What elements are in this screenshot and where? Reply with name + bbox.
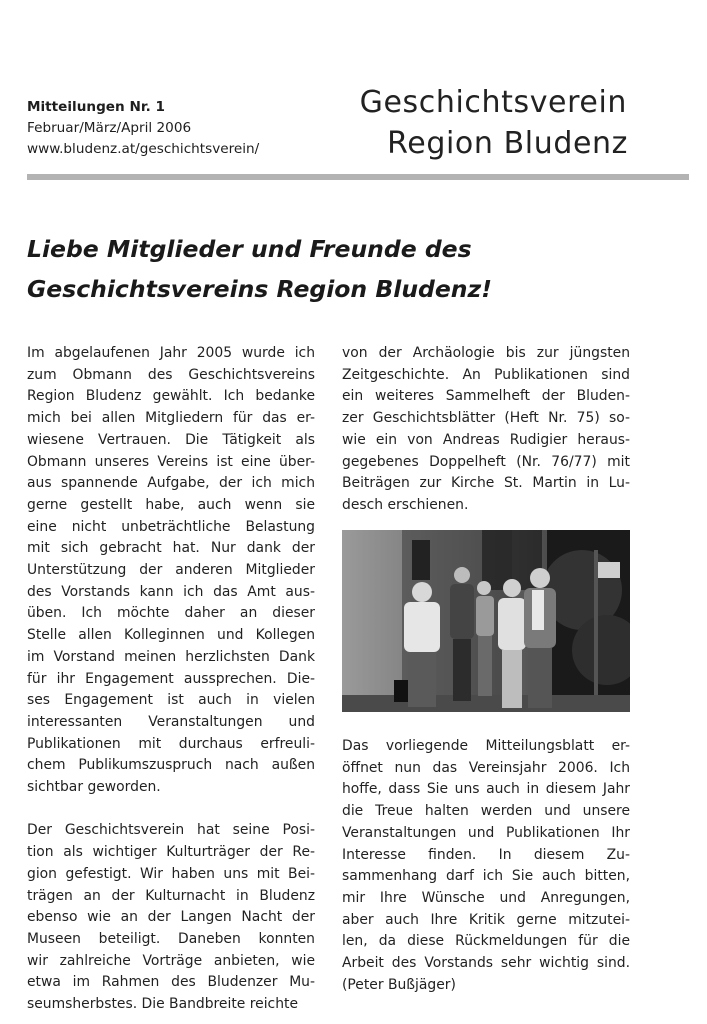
text-line: aus spannende Aufgabe, der ich mich <box>27 475 315 492</box>
issue-period: Februar/März/April 2006 <box>27 120 192 136</box>
text-line: Im abgelaufenen Jahr 2005 wurde ich <box>27 345 315 361</box>
text-line: die Treue halten werden und unsere <box>342 803 630 820</box>
text-line: öffnet nun das Vereinsjahr 2006. Ich <box>342 759 630 776</box>
text-line: Museen beteiligt. Daneben konnten <box>27 930 315 947</box>
text-line: Interesse finden. In diesem Zu- <box>342 846 630 863</box>
text-line: eine nicht unbeträchtliche Belastung <box>27 518 315 535</box>
text-line: Publikationen mit durchaus erfreuli- <box>27 735 315 752</box>
paragraph <box>27 820 315 1015</box>
text-line: des Vorstands kann ich das Amt aus- <box>27 583 315 600</box>
text-line: Veranstaltungen und Publikationen Ihr <box>342 824 630 841</box>
text-line: etwa im Rahmen des Bludenzer Mu- <box>27 974 315 991</box>
text-line: interessanten Veranstaltungen und <box>27 713 315 730</box>
text-line: mich bei allen Mitgliedern für das er- <box>27 410 315 427</box>
issue-number: Mitteilungen Nr. 1 <box>27 99 165 115</box>
issue-info <box>27 97 287 160</box>
text-line: Unterstützung der anderen Mitglieder <box>27 562 315 579</box>
text-line: (Peter Bußjäger) <box>342 976 456 993</box>
text-line: wir zahlreiche Vorträge anbieten, wie <box>27 952 315 969</box>
text-line: len, da diese Rückmeldungen für die <box>342 933 630 950</box>
text-line: Stelle allen Kolleginnen und Kollegen <box>27 627 315 644</box>
text-line: ebenso wie an der Langen Nacht der <box>27 909 315 926</box>
text-line: Das vorliegende Mitteilungsblatt er- <box>342 738 630 754</box>
text-line: Region Bludenz gewählt. Ich bedanke <box>27 388 315 405</box>
text-line: hoffe, dass Sie uns auch in diesem Jahr <box>342 781 630 798</box>
text-line: wiesene Vertrauen. Die Tätigkeit als <box>27 431 315 448</box>
text-line: mit sich gebracht hat. Nur dank der <box>27 540 315 557</box>
text-line: für ihr Engagement aussprechen. Die- <box>27 670 315 687</box>
organization-name-line2: Region Bludenz <box>387 126 628 161</box>
text-line: ein weiteres Sammelheft der Bluden- <box>342 388 630 405</box>
page-headline <box>27 229 667 309</box>
text-line: gerne gestellt habe, auch wenn sie <box>27 496 315 513</box>
text-line: Obmann unseres Vereins ist eine über- <box>27 453 315 470</box>
text-line: zum Obmann des Geschichtsvereins <box>27 366 315 383</box>
header-divider <box>27 174 689 180</box>
headline-line1: Liebe Mitglieder und Freunde des <box>27 235 472 263</box>
paragraph <box>342 343 630 517</box>
text-line: trägen an der Kulturnacht in Bludenz <box>27 887 315 904</box>
text-line: tion als wichtiger Kulturträger der Re- <box>27 844 315 861</box>
text-line: Der Geschichtsverein hat seine Posi- <box>27 822 315 839</box>
text-line: Beiträgen zur Kirche St. Martin in Lu- <box>342 475 630 492</box>
group-photo <box>342 530 630 712</box>
text-line: Arbeit des Vorstands sehr wichtig sind. <box>342 955 630 972</box>
text-line: von der Archäologie bis zur jüngsten <box>342 345 630 361</box>
text-line: seumsherbstes. Die Bandbreite reichte <box>27 996 298 1013</box>
text-line: desch erschienen. <box>342 496 469 513</box>
text-line: chem Publikumszuspruch nach außen <box>27 757 315 774</box>
text-line: im Vorstand meinen herzlichsten Dank <box>27 648 315 665</box>
text-line: gegebenes Doppelheft (Nr. 76/77) mit <box>342 453 630 470</box>
text-line: üben. Ich möchte daher an dieser <box>27 605 315 622</box>
text-line: sammenhang darf ich Sie auch bitten, <box>342 868 630 885</box>
paragraph <box>27 343 315 799</box>
text-line: zer Geschichtsblätter (Heft Nr. 75) so- <box>342 410 630 427</box>
website-link[interactable]: www.bludenz.at/geschichtsverein/ <box>27 141 260 157</box>
text-line: Zeitgeschichte. An Publikationen sind <box>342 366 630 383</box>
right-column-bottom <box>342 736 630 996</box>
organization-name-line1: Geschichtsverein <box>359 85 627 120</box>
text-line: mir Ihre Wünsche und Anregungen, <box>342 889 630 906</box>
text-line: ses Engagement ist auch in vielen <box>27 692 315 709</box>
right-column-top <box>342 343 630 517</box>
text-line: gion gefestigt. Wir haben uns mit Bei- <box>27 865 315 882</box>
text-line: aber auch Ihre Kritik gerne mitzutei- <box>342 911 630 928</box>
paragraph <box>342 736 630 996</box>
text-line: sichtbar geworden. <box>27 779 161 796</box>
organization-title <box>360 82 627 164</box>
headline-line2: Geschichtsvereins Region Bludenz! <box>27 275 492 303</box>
left-column <box>27 343 315 1016</box>
text-line: wie ein von Andreas Rudigier heraus- <box>342 431 630 448</box>
